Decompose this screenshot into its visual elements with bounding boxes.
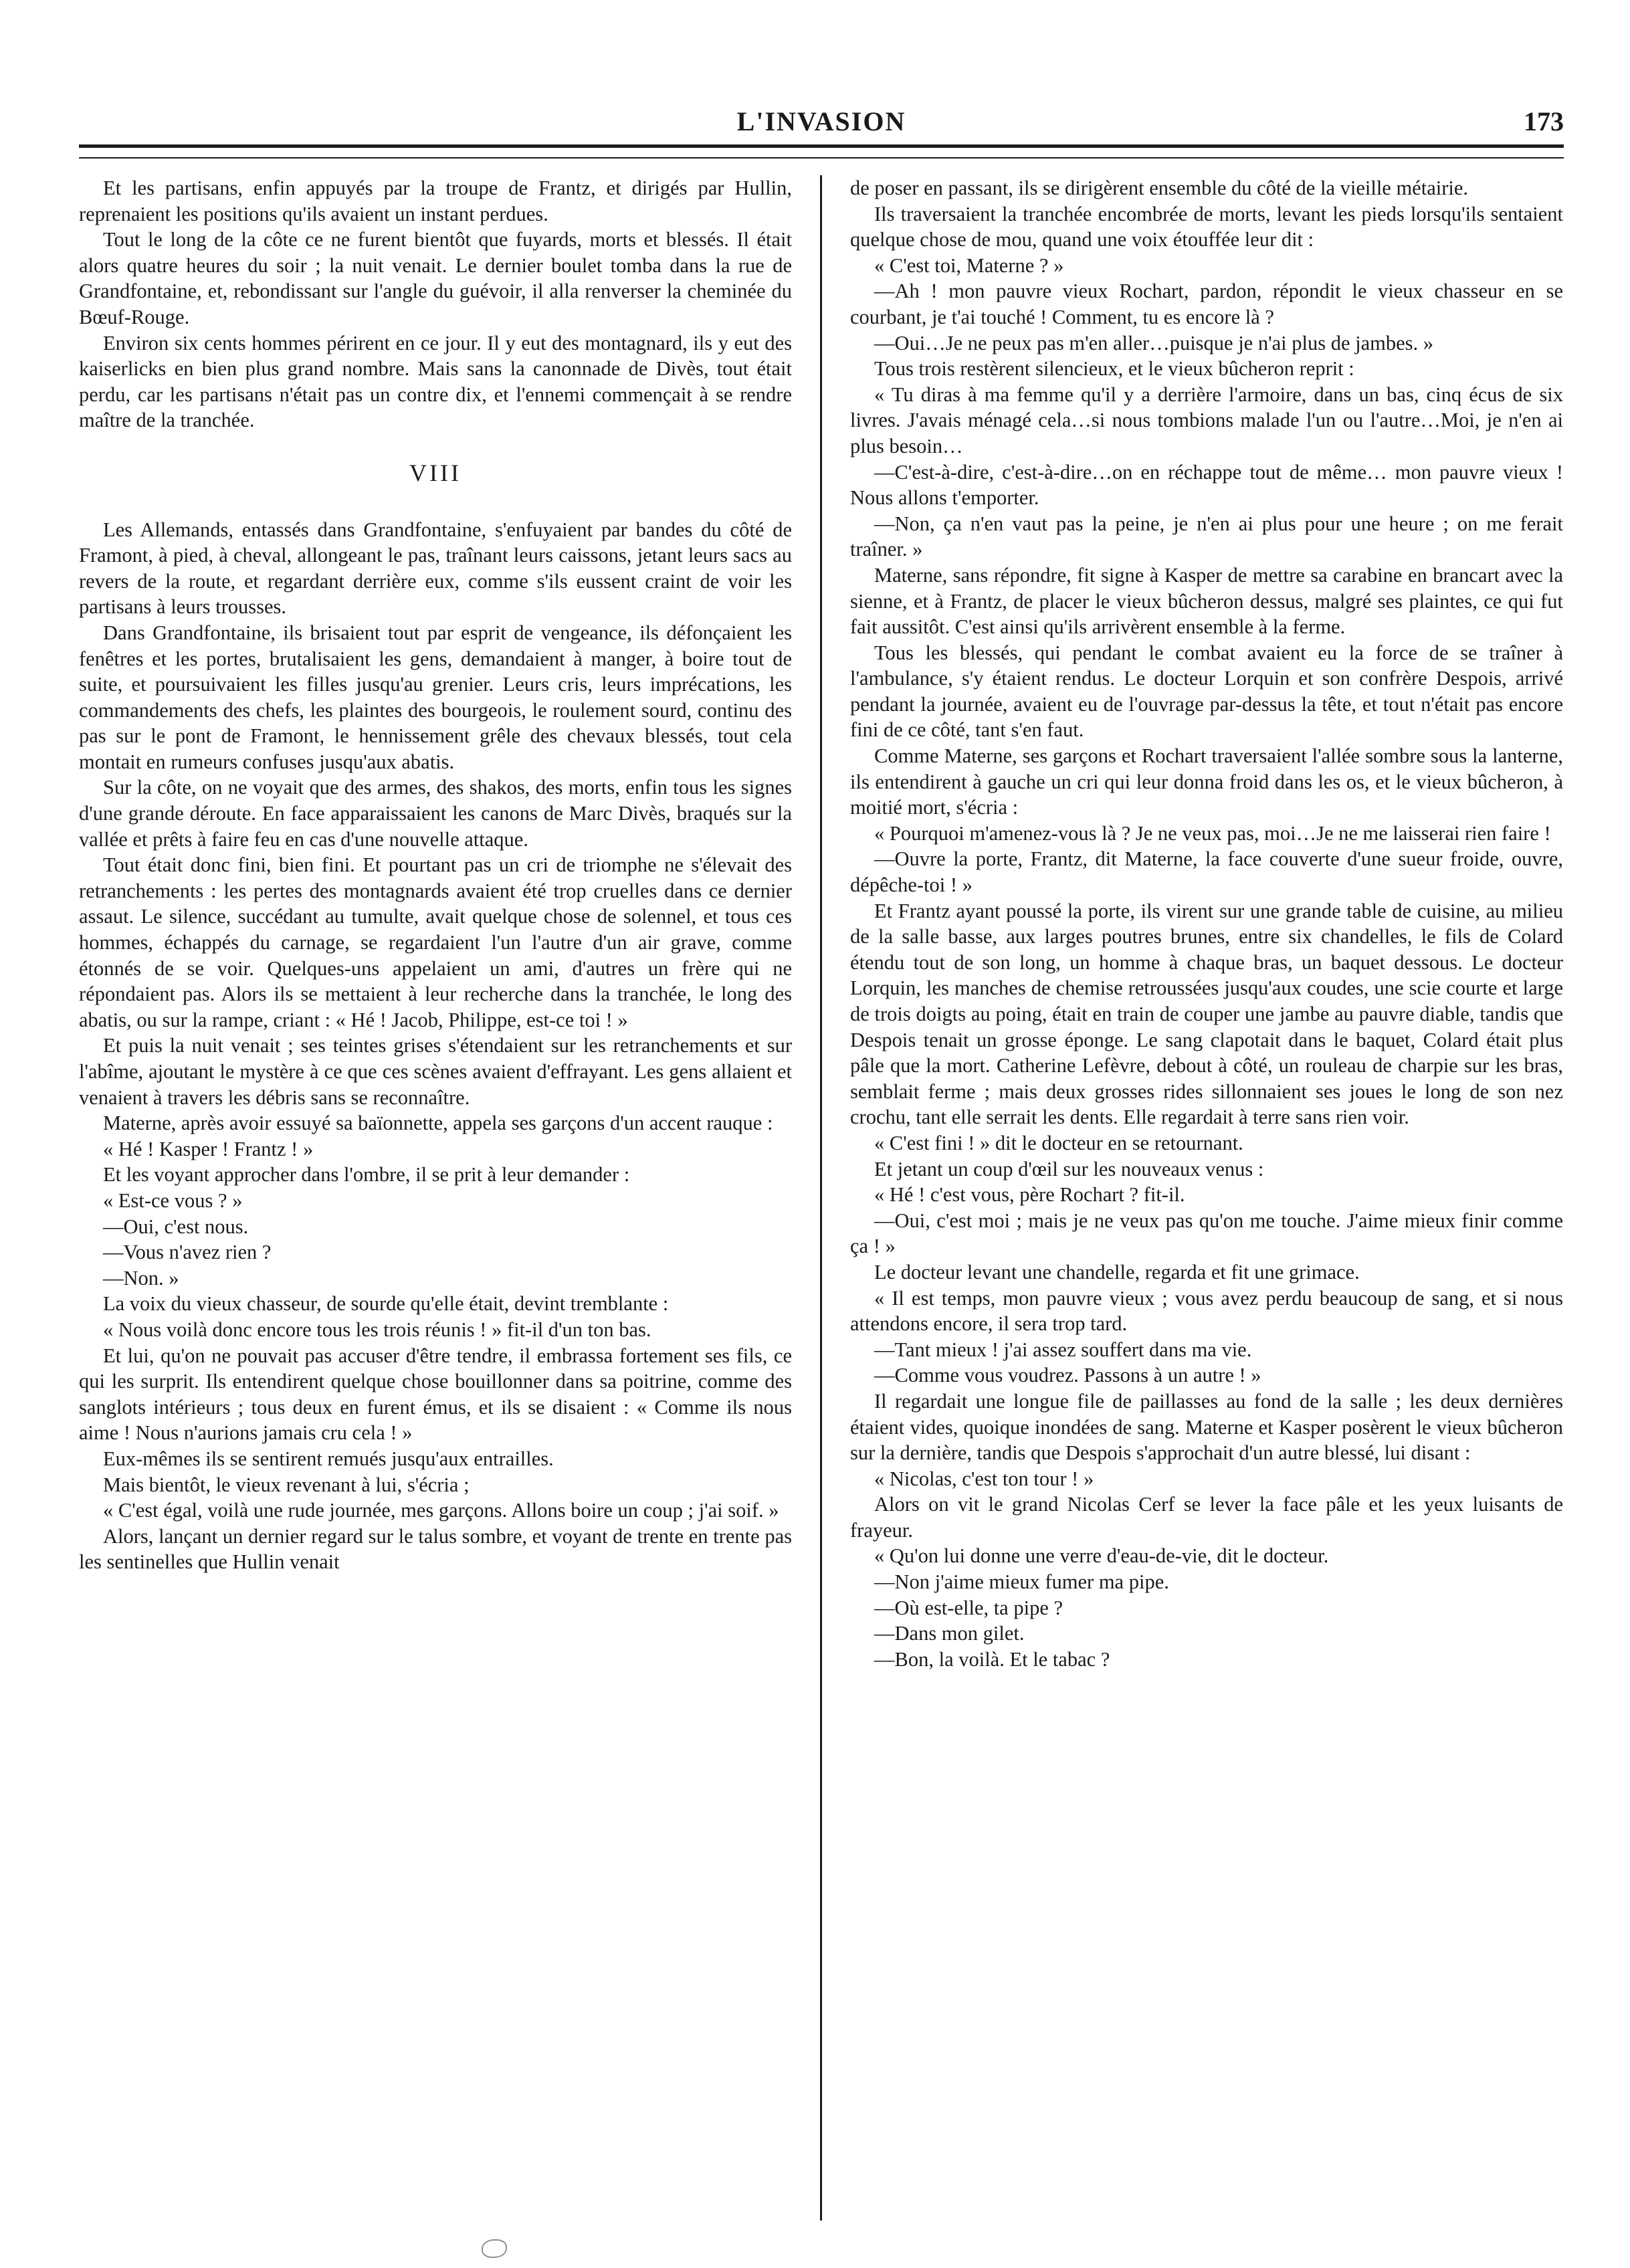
paragraph: Tout le long de la côte ce ne furent bientôt que fuyards, morts et blessés. Il était alors quatre heures du soir ; la nuit venait. Le dernier boulet tomba dans la rue de Grandfontaine, et, rebondissant sur l'angle du guévoir, il alla renverser la cheminée du Bœuf-Rouge. [79,228,792,328]
paragraph: « Est-ce vous ? » [103,1189,243,1212]
paragraph: « Il est temps, mon pauvre vieux ; vous avez perdu beaucoup de sang, et si nous attendons encore, il sera trop tard. [850,1286,1563,1336]
paragraph: « Qu'on lui donne une verre d'eau-de-vie, dit le docteur. [874,1544,1329,1568]
paragraph: Alors on vit le grand Nicolas Cerf se lever la face pâle et les yeux luisants de frayeur. [850,1493,1563,1542]
paragraph: Ils traversaient la tranchée encombrée de morts, levant les pieds lorsqu'ils sentaient quelque chose de mou, quand une voix étouffée leur dit : [850,202,1563,251]
paragraph: Mais bientôt, le vieux revenant à lui, s'écria ; [103,1473,470,1496]
left-paragraphs-before-heading [79,175,792,433]
paragraph: —Comme vous voudrez. Passons à un autre ! » [874,1364,1261,1387]
paragraph: « Tu diras à ma femme qu'il y a derrière l'armoire, dans un bas, cinq écus de six livres. J'avais ménagé cela…si nous tombions malade l'un ou l'autre…Moi, je n'en ai plus besoin… [850,383,1563,457]
column-divider [820,175,822,2221]
paragraph: « Pourquoi m'amenez-vous là ? Je ne veux pas, moi…Je ne me laisserai rien faire ! [874,821,1551,845]
page-header [79,94,1564,138]
paragraph: —Non. » [103,1266,179,1290]
paragraph: —Vous n'avez rien ? [103,1241,272,1264]
paragraph: Le docteur levant une chandelle, regarda et fit une grimace. [874,1260,1360,1283]
paragraph: —Dans mon gilet. [874,1622,1025,1645]
paragraph: La voix du vieux chasseur, de sourde qu'elle était, devint tremblante : [103,1292,669,1316]
paragraph: —Oui, c'est moi ; mais je ne veux pas qu'on me touche. J'aime mieux finir comme ça ! » [850,1209,1563,1258]
paragraph: « C'est égal, voilà une rude journée, mes garçons. Allons boire un coup ; j'ai soif. » [103,1499,779,1522]
paragraph: Eux-mêmes ils se sentirent remués jusqu'aux entrailles. [103,1447,554,1470]
paragraph: Comme Materne, ses garçons et Rochart traversaient l'allée sombre sous la lanterne, ils entendirent à gauche un cri qui leur donna froid dans les os, et le vieux bûcheron, à moitié mort, s'écria : [850,744,1563,819]
paragraph: —Où est-elle, ta pipe ? [874,1596,1063,1619]
paragraph: « Hé ! Kasper ! Frantz ! » [103,1137,314,1160]
paragraph: Sur la côte, on ne voyait que des armes, des shakos, des morts, enfin tous les signes d'une grande déroute. En face apparaissaient les canons de Marc Divès, braqués sur la vallée et prêts à faire feu en cas d'une nouvelle attaque. [79,776,792,851]
paragraph: Les Allemands, entassés dans Grandfontaine, s'enfuyaient par bandes du côté de Framont, à pied, à cheval, allongeant le pas, traînant leurs caissons, jetant leurs sacs au revers de la route, et regardant derrière eux, comme s'ils eussent craint de voir les partisans à leurs trousses. [79,518,792,619]
paragraph: —Ah ! mon pauvre vieux Rochart, pardon, répondit le vieux chasseur en se courbant, je t'ai touché ! Comment, tu es encore là ? [850,280,1563,328]
paragraph: « C'est toi, Materne ? » [874,253,1064,277]
paragraph: —Tant mieux ! j'ai assez souffert dans ma vie. [874,1338,1252,1361]
paragraph: « Hé ! c'est vous, père Rochart ? fit-il. [874,1183,1185,1207]
paragraph: Et jetant un coup d'œil sur les nouveaux venus : [874,1157,1264,1180]
paragraph: Tous trois restèrent silencieux, et le vieux bûcheron reprit : [874,357,1354,381]
paragraph: Il regardait une longue file de paillasses au fond de la salle ; les deux dernières étaient vides, quoique inondées de sang. Materne et Kasper posèrent le vieux bûcheron sur la dernière, tandis que Despois s'approchait d'un autre blessé, lui disant : [850,1389,1563,1465]
paragraph: —Non j'aime mieux fumer ma pipe. [874,1570,1169,1594]
left-paragraphs-after-heading [79,517,792,1575]
paragraph: « C'est fini ! » dit le docteur en se retournant. [874,1131,1243,1154]
right-column [850,175,1563,2221]
paragraph: —Bon, la voilà. Et le tabac ? [874,1647,1110,1671]
paragraph: —Non, ça n'en vaut pas la peine, je n'en ai plus pour une heure ; on me ferait traîner. » [850,512,1563,561]
paragraph: Et les voyant approcher dans l'ombre, il se prit à leur demander : [103,1163,630,1187]
paragraph: Alors, lançant un dernier regard sur le talus sombre, et voyant de trente en trente pas les sentinelles que Hullin venait [79,1524,792,1574]
paragraph: « Nicolas, c'est ton tour ! » [874,1467,1094,1490]
paragraph: Tous les blessés, qui pendant le combat avaient eu la force de se traîner à l'ambulance, s'y étaient rendus. Le docteur Lorquin et son confrère Despois, arrivé pendant la journée, avaient eu de l'ouvrage par-dessus la tête, et tout n'était pas encore fini de ce côté, tant s'en faut. [850,641,1563,742]
page-number: 173 [1524,106,1564,136]
paragraph: Et les partisans, enfin appuyés par la troupe de Frantz, et dirigés par Hullin, reprenaient les positions qu'ils avaient un instant perdues. [79,177,792,225]
running-title: L'INVASION [736,106,906,136]
paragraph: Dans Grandfontaine, ils brisaient tout par esprit de vengeance, ils défonçaient les fenêtres et les portes, brutalisaient les gens, demandaient à manger, à boire tout de suite, et poursuivaient les filles jusqu'au grenier. Leurs cris, leurs imprécations, les commandements des chefs, les plaintes des bourgeois, le roulement sourd, continu des pas sur le pont de Framont, le hennissement grêle des chevaux blessés, tout cela montait en rumeurs confuses jusqu'aux abatis. [79,621,792,773]
book-page [79,94,1564,2221]
paragraph: Et lui, qu'on ne pouvait pas accuser d'être tendre, il embrassa fortement ses fils, ce qui les surprit. Ils entendirent quelque chose bouillonner dans sa poitrine, comme des sanglots intérieurs ; tous deux en furent émus, et ils se disaient : « Comme ils nous aime ! Nous n'aurions jamais cru cela ! » [79,1344,792,1445]
paragraph: Materne, sans répondre, fit signe à Kasper de mettre sa carabine en brancart avec la sienne, et à Frantz, de placer le vieux bûcheron dessus, malgré ses plaintes, ce qui fut fait aussitôt. C'est ainsi qu'ils arrivèrent ensemble à la ferme. [850,563,1563,639]
paragraph: —C'est-à-dire, c'est-à-dire…on en réchappe tout de même… mon pauvre vieux ! Nous allons t'emporter. [850,460,1563,510]
paragraph: —Oui…Je ne peux pas m'en aller…puisque je n'ai plus de jambes. » [874,331,1433,354]
paragraph: —Oui, c'est nous. [103,1215,249,1238]
paragraph: Environ six cents hommes périrent en ce jour. Il y eut des montagnard, ils y eut des kaiserlicks en bien plus grand nombre. Mais sans la canonnade de Divès, tout était perdu, car les partisans n'était pas un contre dix, et l'ennemi commençait à se rendre maître de la tranchée. [79,331,792,432]
paragraph: Et puis la nuit venait ; ses teintes grises s'étendaient sur les retranchements et sur l'abîme, ajoutant le mystère à ce que ces scènes avaient d'effrayant. Les gens allaient et venaient à travers les débris sans se reconnaître. [79,1034,792,1109]
text-columns [79,175,1564,2221]
paragraph: Materne, après avoir essuyé sa baïonnette, appela ses garçons d'un accent rauque : [103,1112,773,1135]
paragraph: Et Frantz ayant poussé la porte, ils virent sur une grande table de cuisine, au milieu de la salle basse, aux larges poutres brunes, entre six chandelles, le fils de Colard étendu tout de son long, un homme à chaque bras, un baquet dessous. Le docteur Lorquin, les manches de chemise retroussées jusqu'aux coudes, une scie courte et large de trois doigts au poing, était en train de couper une jambe au pauvre diable, tandis que Despois tenait un grosse éponge. Le sang clapotait dans le baquet, Colard était plus pâle que la mort. Catherine Lefèvre, debout à côté, un rouleau de charpie sur les bras, semblait ferme ; mais deux grosses rides sillonnaient ses joues le long de son nez crochu, tant elle serrait les dents. Elle regardait à terre sans rien voir. [850,899,1563,1129]
paragraph: de poser en passant, ils se dirigèrent ensemble du côté de la vieille métairie. [850,177,1468,199]
left-column [79,175,792,2221]
paragraph: —Ouvre la porte, Frantz, dit Materne, la face couverte d'une sueur froide, ouvre, dépêche-toi ! » [850,847,1563,897]
paragraph: « Nous voilà donc encore tous les trois réunis ! » fit-il d'un ton bas. [103,1318,651,1341]
paragraph: Tout était donc fini, bien fini. Et pourtant pas un cri de triomphe ne s'élevait des retranchements : les pertes des montagnards avaient été trop cruelles dans ce dernier assaut. Le silence, succédant au tumulte, avait quelque chose de solennel, et tous ces hommes, échappés du carnage, se regardaient l'un l'autre d'un air grave, comme étonnés de se voir. Quelques-uns appelaient un ami, d'autres un frère qui ne répondaient pas. Alors ils se mettaient à leur recherche dans la tranchée, le long des abatis, ou sur la rampe, criant : « Hé ! Jacob, Philippe, est-ce toi ! » [79,853,792,1031]
section-heading: VIII [409,459,462,486]
printer-mark-icon [482,2239,507,2258]
header-double-rule [79,144,1564,159]
